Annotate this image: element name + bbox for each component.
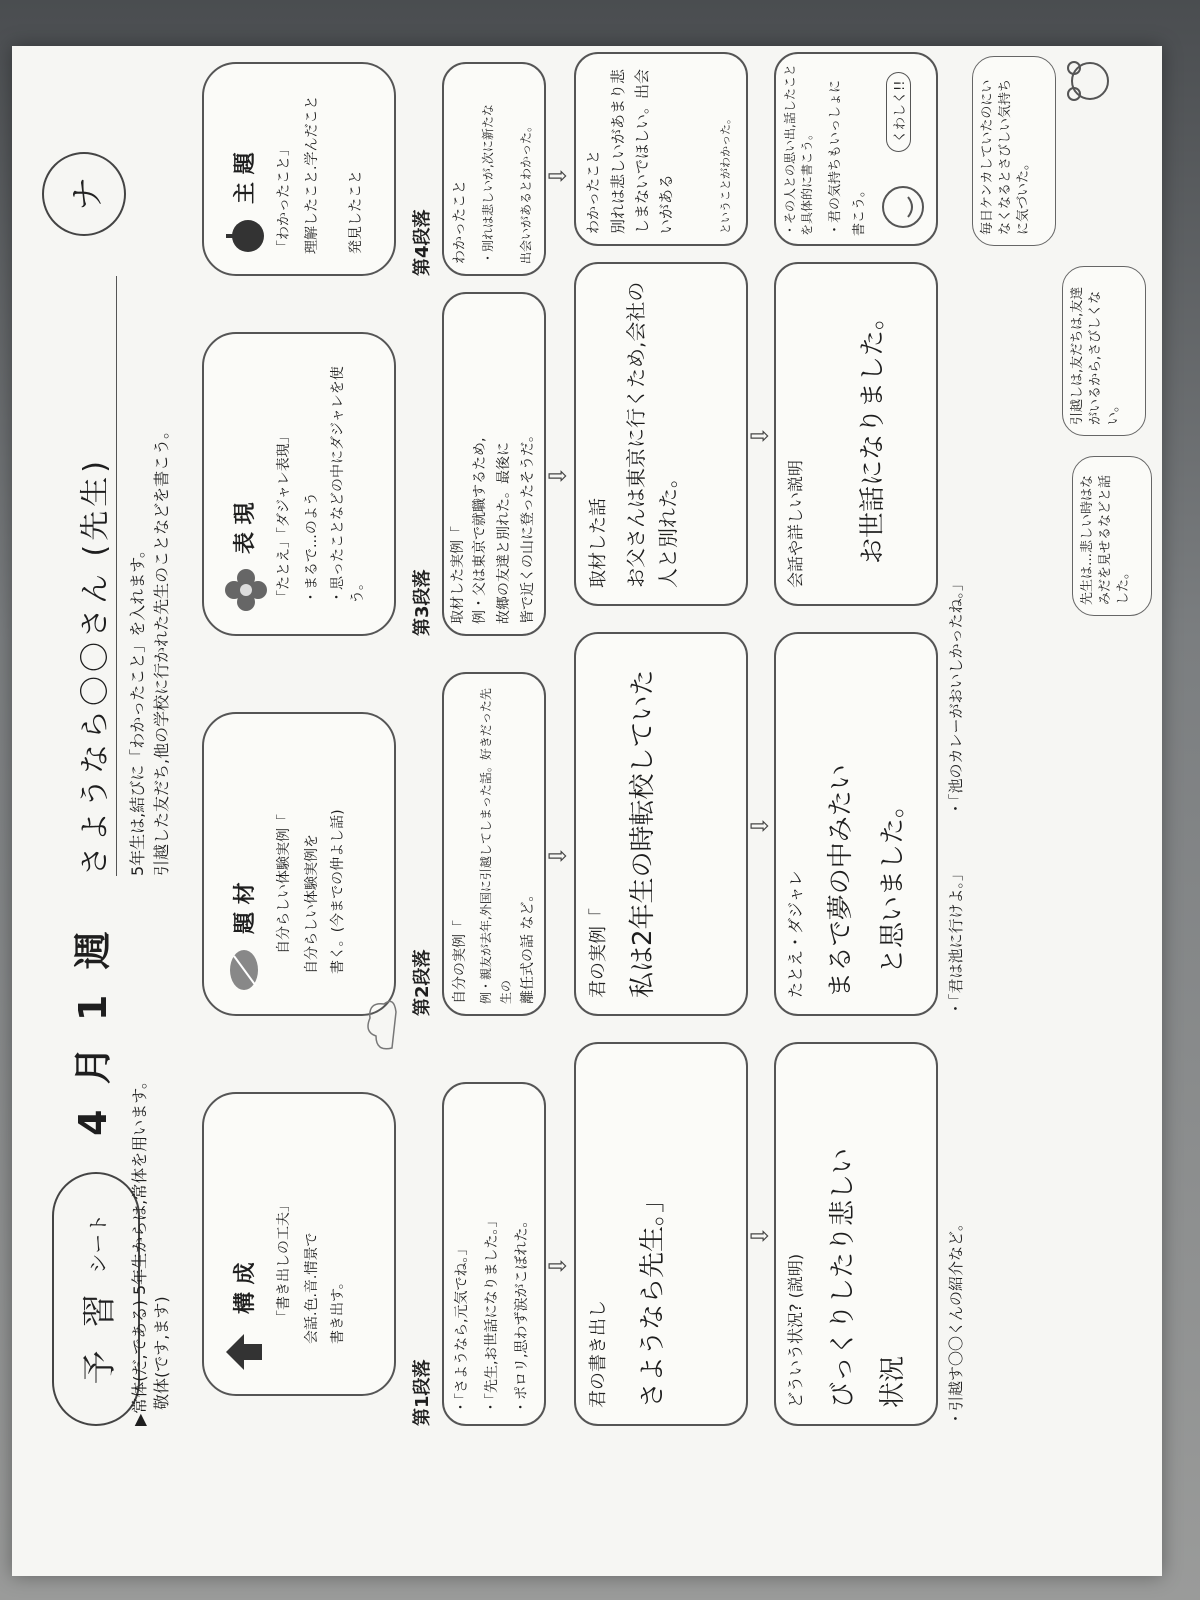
down-arrow-icon: ⇩ (746, 815, 774, 836)
answer-text: ・君の気持ちもいっしょに (828, 79, 843, 236)
cloud-doodle-icon (362, 996, 406, 1056)
hint-line: 「たとえ」「ダジャレ表現」 (276, 429, 292, 604)
side-note (972, 56, 1056, 246)
style-line-2: 敬体(です,ます) (152, 1296, 171, 1410)
example-line: ・別れは悲しいが,次に新たな (481, 104, 495, 264)
bear-icon (1062, 56, 1116, 106)
hint-bubble-subject (202, 712, 396, 1016)
hint-line: 「わかったこと」 (276, 142, 292, 254)
answer-box[interactable] (774, 1042, 938, 1426)
flower-icon (224, 568, 272, 612)
hint-line: 理解したこと.学んだこと (304, 95, 320, 254)
apple-icon (224, 216, 270, 256)
answer-box[interactable] (774, 52, 938, 246)
hint-heading: 表 現 (233, 502, 258, 554)
hint-line: ・まるで…のよう (304, 492, 320, 604)
style-line-1: ▶常体(だ,である) 5年生からは,常体を用います。 (130, 1073, 149, 1426)
footer-note: ・「池のカレーがおいしかったね。」 (947, 575, 965, 816)
answer-text: まるで夢の中みたい (826, 764, 856, 998)
circle-mark-text: ナ (67, 177, 108, 211)
down-arrow-icon: ⇩ (544, 165, 572, 186)
circle-mark (42, 152, 126, 236)
example-box (442, 62, 546, 276)
example-line: ・ポロリ,思わず涙がこぼれた。 (514, 1213, 530, 1414)
example-line: 離任式の話 など。 (520, 887, 536, 1004)
answer-box-label: たとえ・ダジャレ (786, 870, 805, 998)
footer-note: ・「君は池に行けよ。」 (947, 865, 965, 1016)
example-line: 取材した実例「 (450, 526, 466, 624)
example-line: 皆で近くの山に登ったそうだ。 (520, 428, 536, 624)
answer-box[interactable] (574, 52, 748, 246)
section-label: 第4段落 (412, 209, 433, 276)
hint-line: 書き出す。 (330, 1275, 346, 1344)
example-box (442, 1082, 546, 1426)
hint-bubble-expression (202, 332, 396, 636)
answer-box-label: ・その人との思い出,話したことを具体的に書こう。 (783, 64, 814, 236)
hint-line: 発見したこと (348, 170, 364, 254)
worksheet-sheet (12, 46, 1162, 1576)
hint-line: 書く。(今までの仲よし話) (330, 809, 346, 974)
hint-heading: 主 題 (233, 152, 258, 204)
answer-text: びっくりしたり悲しい (828, 1147, 858, 1408)
answer-text: 書こう。 (852, 183, 867, 236)
answer-box[interactable] (574, 1042, 748, 1426)
answer-text: 別れは悲しいがあまり悲しまないでほしい。出会いがある (609, 68, 675, 234)
answer-box[interactable] (774, 632, 938, 1016)
example-line: ・「さようなら,元気でね。」 (454, 1241, 470, 1414)
hint-line: ・思ったことなどの中にダジャレを使う。 (330, 366, 366, 604)
hint-line: 会話.色.音.情景で (304, 1232, 320, 1344)
answer-box-label: 君の実例「 (588, 908, 609, 998)
example-line: 自分の実例「 (452, 920, 468, 1004)
down-arrow-icon: ⇩ (746, 425, 774, 446)
hint-bubble-composition (202, 1092, 396, 1396)
hint-heading: 題 材 (233, 882, 258, 934)
answer-text: さようなら先生。」 (638, 1186, 668, 1408)
footer-note: ・引越す〇〇くんの紹介など。 (947, 1215, 965, 1426)
side-note (1072, 456, 1152, 616)
answer-box[interactable] (574, 632, 748, 1016)
title-underline (116, 276, 117, 876)
worksheet-title: さようなら〇〇さん (先生) (78, 457, 113, 876)
side-note-text: 先生は…悲しい時はなみだを見せるなどと話した。 (1080, 474, 1131, 605)
kuwashiku-badge (886, 72, 911, 152)
hint-heading: 構 成 (233, 1262, 258, 1314)
worksheet-badge (52, 1172, 140, 1426)
answer-box-label: どういう状況? (説明) (786, 1253, 805, 1408)
side-note (1062, 266, 1146, 436)
answer-sub-text: ということがわかった。 (719, 113, 732, 234)
instruction-line-1: 5年生は,結びに「わかったこと」を入れます。 (128, 542, 147, 876)
hint-bubble-theme (202, 62, 396, 276)
side-note-text: 引越しは,友だちは,友達がいるから,さびしくない。 (1070, 286, 1121, 425)
section-label: 第2段落 (412, 949, 433, 1016)
example-line: わかったこと (452, 180, 468, 264)
hint-line: 自分らしい体験実例「 (276, 814, 292, 954)
answer-box[interactable] (774, 262, 938, 606)
leaf-icon (224, 948, 268, 992)
example-box (442, 292, 546, 636)
badge-label: 予 習 (79, 1287, 120, 1385)
down-arrow-icon: ⇩ (544, 465, 572, 486)
example-line: 例・親友が去年,外国に引越してしまった話。好きだった先生の (479, 688, 513, 1004)
down-arrow-icon: ⇩ (544, 1255, 572, 1276)
answer-text: 私は2年生の時転校していた (628, 669, 658, 998)
badge-sub-label: シート (85, 1213, 110, 1274)
answer-text: 状況 (878, 1355, 908, 1408)
example-line: 出会いがあるとわかった。 (519, 119, 533, 264)
down-arrow-icon: ⇩ (746, 1225, 774, 1246)
answer-text: お父さんは東京に行くため,会社の人と別れた。 (624, 281, 680, 588)
example-line: 故郷の友達と別れた。最後に (496, 442, 512, 624)
answer-box-label: 取材した話 (588, 498, 609, 588)
worksheet-paper (12, 46, 1162, 1576)
side-note-text: 毎日ケンカしていたのにいなくなるとさびしい気持ちに気づいた。 (980, 78, 1031, 235)
down-arrow-icon: ⇩ (544, 845, 572, 866)
answer-text: お世話になりました。 (858, 303, 888, 564)
answer-box-label: わかったこと (586, 150, 602, 234)
kuwashiku-text: くわしく!! (893, 80, 908, 143)
smiley-face-icon (880, 184, 930, 230)
answer-box[interactable] (574, 262, 748, 606)
answer-text: と思いました。 (878, 791, 908, 974)
hint-line: 「書き出しの工夫」 (276, 1198, 292, 1324)
hint-line: 自分らしい体験実例を (304, 834, 320, 974)
section-label: 第1段落 (412, 1359, 433, 1426)
arrow-up-icon (224, 1332, 268, 1372)
instruction-line-2: 引越した友だち,他の学校に行かれた先生のことなどを書こう。 (152, 422, 171, 876)
week-label: 4 月 1 週 (71, 925, 115, 1136)
example-line: ・「先生,お世話になりました。」 (484, 1213, 500, 1414)
section-label: 第3段落 (412, 569, 433, 636)
answer-box-label: 会話や詳しい説明 (786, 459, 805, 588)
answer-box-label: 君の書き出し (588, 1300, 609, 1408)
example-box (442, 672, 546, 1016)
example-line: 例・父は東京で就職するため, (472, 437, 488, 624)
